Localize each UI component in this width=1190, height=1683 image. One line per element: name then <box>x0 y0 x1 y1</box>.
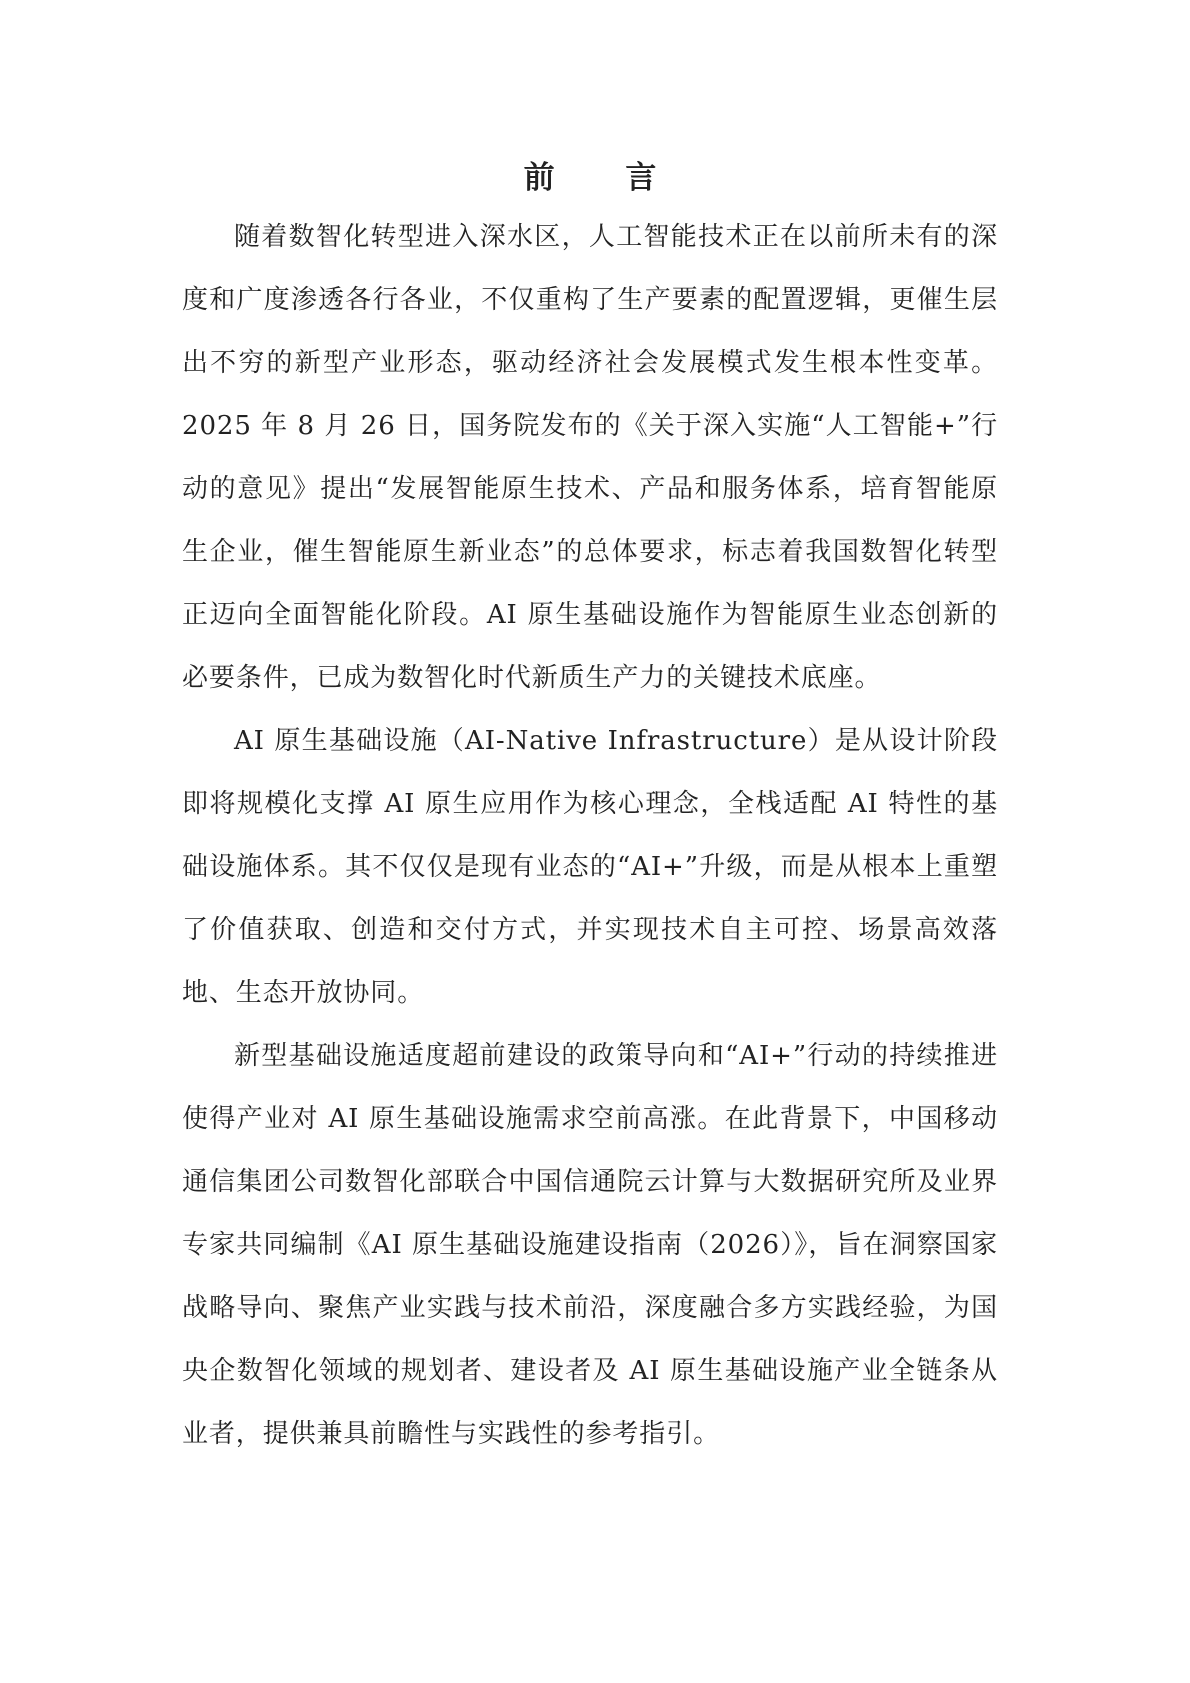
paragraph-intro: 随着数智化转型进入深水区，人工智能技术正在以前所未有的深度和广度渗透各行各业，不仅重构了生产要素的配置逻辑，更催生层出不穷的新型产业形态，驱动经济社会发展模式发生根本性变革。2025 年 8 月 26 日，国务院发布的《关于深入实施“人工智能+”行动的意见》提出“发展智能原生技术、产品和服务体系，培育智能原生企业，催生智能原生新业态”的总体要求，标志着我国数智化转型正迈向全面智能化阶段。AI 原生基础设施作为智能原生业态创新的必要条件，已成为数智化时代新质生产力的关键技术底座。 <box>182 222 998 693</box>
preface-section <box>182 150 998 1466</box>
page-title: 前 言 <box>523 160 687 196</box>
paragraph-purpose: 新型基础设施适度超前建设的政策导向和“AI+”行动的持续推进使得产业对 AI 原生基础设施需求空前高涨。在此背景下，中国移动通信集团公司数智化部联合中国信通院云计算与大数据研究所及业界专家共同编制《AI 原生基础设施建设指南（2026）》，旨在洞察国家战略导向、聚焦产业实践与技术前沿，深度融合多方实践经验，为国央企数智化领域的规划者、建设者及 AI 原生基础设施产业全链条从业者，提供兼具前瞻性与实践性的参考指引。 <box>182 1041 998 1449</box>
paragraph-definition: AI 原生基础设施（AI-Native Infrastructure）是从设计阶段即将规模化支撑 AI 原生应用作为核心理念，全栈适配 AI 特性的基础设施体系。其不仅仅是现有业态的“AI+”升级，而是从根本上重塑了价值获取、创造和交付方式，并实现技术自主可控、场景高效落地、生态开放协同。 <box>182 726 998 1008</box>
